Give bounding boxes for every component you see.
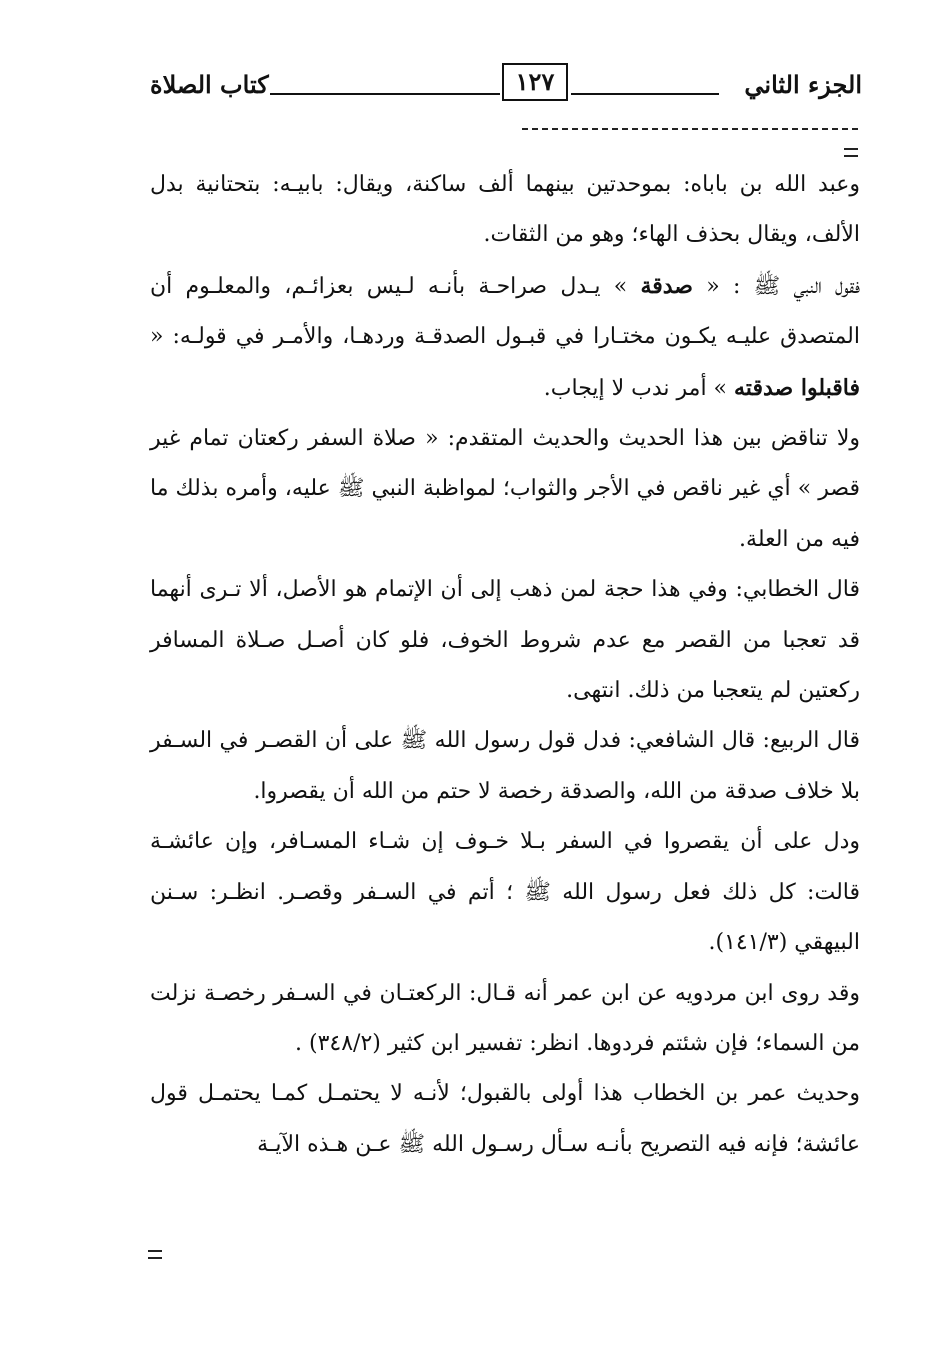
page-number: ١٢٧	[502, 63, 568, 101]
paragraph-3: ولا تناقض بين هذا الحديث والحديث المتقدم: « صلاة السفر ركعتان تمام غير قصر » أي غير ناقص في الأجر والثواب؛ لمواظبة النبي ﷺ عليه، وأمره بذلك ما فيه من العلة.	[150, 426, 860, 552]
paragraph-4: قال الخطابي: وفي هذا حجة لمن ذهب إلى أن الإتمام هو الأصل، ألا تـرى أنهما قد تعجبا من القصر مع عدم شروط الخوف، فلو كان أصـل صـلاة المسافر ركعتين لم يتعجبا من ذلك. انتهى.	[150, 577, 860, 704]
paragraph-1: وعبد الله بن باباه: بموحدتين بينهما ألف ساكنة، ويقال: بابيـه: بتحتانية بدل الألف، ويقال بحذف الهاء؛ وهو من الثقات.	[150, 172, 860, 248]
running-header	[150, 60, 862, 106]
paragraph-5: قال الربيع: قال الشافعي: فدل قول رسول الله ﷺ على أن القصـر في السـفر بلا خلاف صدقة من الله، والصدقة رخصة لا حتم من الله أن يقصروا.	[150, 728, 860, 804]
header-rule-right	[571, 93, 719, 95]
paragraph-8: وحديث عمر بن الخطاب هذا أولى بالقبول؛ لأنـه لا يحتمـل كمـا يحتمـل قول عائشة؛ فإنه فيه التصريح بأنـه سـأل رسـول الله ﷺ عـن هـذه الآيـة	[150, 1081, 860, 1157]
paragraph-2-part-a: فقول النبي ﷺ : «	[692, 273, 860, 299]
paragraph-2-part-e: » أمر ندب لا إيجاب.	[543, 375, 735, 401]
paragraph-7: وقد روى ابن مردويه عن ابن عمر أنه قـال: الركعتـان في السـفر رخصـة نزلت من السماء؛ فإن شئتم فردوها. انظر: تفسير ابن كثير (٣٤٨/٢) .	[150, 980, 860, 1056]
main-text	[150, 160, 860, 1170]
header-dashed-divider	[522, 128, 858, 130]
volume-title: الجزء الثاني	[744, 70, 862, 99]
quoted-term-sadaqa: صدقة	[640, 272, 693, 299]
quoted-term-faqbalu: فاقبلوا صدقته	[734, 374, 860, 401]
header-rule-left	[270, 93, 500, 95]
continuation-mark-bottom	[148, 1250, 162, 1259]
book-title: كتاب الصلاة	[150, 70, 269, 99]
paragraph-2-part-c: » يـدل صراحـة بأنـه لـيس بعزائـم، والمعلـوم أن المتصدق عليـه يكـون مختـارا في قبـول الصدقـة وردهـا، والأمـر في قولـه: «	[150, 273, 860, 350]
paragraph-6: ودل على أن يقصروا في السفر بـلا خـوف إن شـاء المسـافر، وإن عائشـة قالت: كل ذلك فعل رسول الله ﷺ ؛ أتم في السـفر وقصـر. انظـر: سـنن البيهقي (١٤١/٣).	[150, 829, 860, 956]
continuation-mark-top	[844, 148, 858, 157]
paragraph-2	[150, 261, 860, 414]
